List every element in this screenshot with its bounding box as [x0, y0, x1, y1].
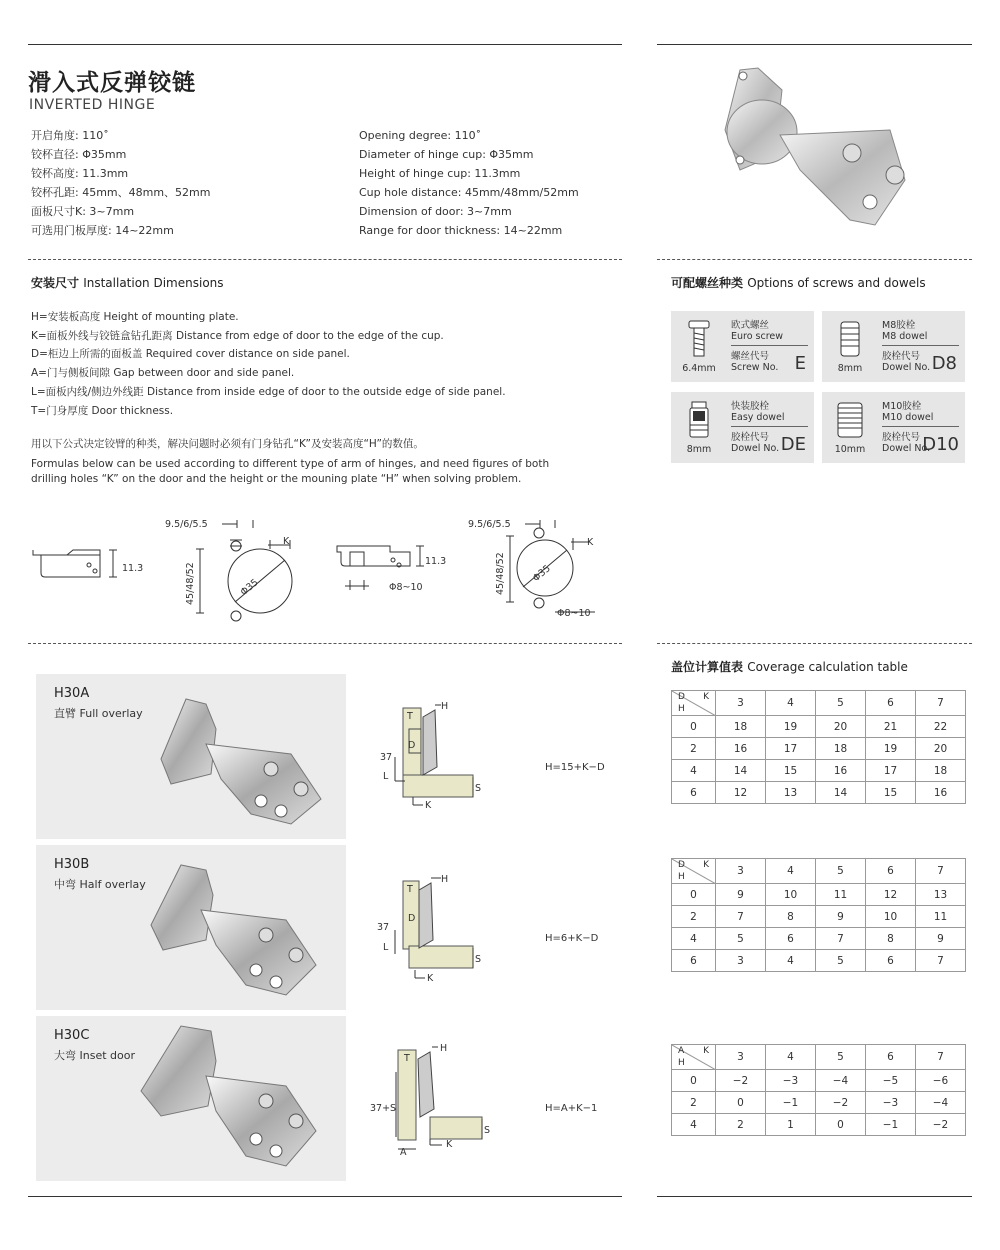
- spec-en: Diameter of hinge cup: Φ35mm: [359, 148, 534, 161]
- screw-code: D10: [922, 434, 959, 455]
- corner-top: A: [678, 1046, 685, 1056]
- label-t: T: [407, 711, 413, 722]
- specs-en: [359, 126, 579, 240]
- k-label: K: [283, 536, 290, 547]
- value-cell: 11: [816, 884, 866, 906]
- screw-no-cn: 螺丝代号: [731, 351, 770, 362]
- value-cell: 16: [716, 738, 766, 760]
- euro-screw-icon: [679, 318, 719, 360]
- value-cell: −4: [916, 1092, 966, 1114]
- top-rule-right: [657, 44, 972, 45]
- value-cell: 13: [916, 884, 966, 906]
- installation-drawings: [25, 510, 625, 630]
- screw-size: 6.4mm: [682, 363, 716, 374]
- screw-no: [731, 351, 778, 373]
- table-row: [672, 906, 966, 928]
- value-cell: 14: [716, 760, 766, 782]
- hinge-h30a-image: [151, 689, 331, 829]
- label-l: L: [383, 771, 389, 782]
- label-s: S: [484, 1125, 491, 1136]
- spec-cn: 开启角度: 110˚: [31, 129, 109, 142]
- table-row: [672, 928, 966, 950]
- screw-card-m10: [822, 392, 965, 463]
- card-divider: [731, 426, 808, 427]
- h-cell: 6: [672, 950, 716, 972]
- coverage-heading: [671, 658, 908, 675]
- h-cell: 0: [672, 716, 716, 738]
- divider: [28, 643, 622, 644]
- table-corner: [672, 691, 716, 716]
- screws-heading-en: Options of screws and dowels: [747, 276, 926, 290]
- value-cell: 20: [816, 716, 866, 738]
- screw-code: E: [794, 353, 806, 374]
- table-row: [672, 760, 966, 782]
- definition-item: T=门身厚度 Door thickness.: [31, 404, 174, 417]
- label-37s: 37+S: [370, 1103, 397, 1114]
- easy-dowel-icon: [679, 399, 719, 441]
- value-cell: −2: [816, 1092, 866, 1114]
- page-title-cn: 滑入式反弹铰链: [28, 70, 196, 96]
- value-cell: 18: [816, 738, 866, 760]
- screw-name-en: M8 dowel: [882, 331, 928, 342]
- corner-top: D: [678, 692, 685, 702]
- formula-note-en-line: Formulas below can be used according to different type of arm of hinges, and need figures of both: [31, 458, 550, 470]
- overlay-diagram-h30c: [368, 1037, 493, 1157]
- corner-k: K: [703, 692, 709, 702]
- cup-height-label-2: 11.3: [425, 556, 447, 567]
- page-title-en: INVERTED HINGE: [29, 97, 156, 113]
- table-row: [672, 738, 966, 760]
- spec-en: Dimension of door: 3~7mm: [359, 205, 512, 218]
- formula-h30b: H=6+K−D: [545, 933, 599, 944]
- hinge-h30c-image: [136, 1021, 336, 1176]
- corner-h: H: [678, 704, 685, 714]
- value-cell: −3: [866, 1092, 916, 1114]
- value-cell: 5: [816, 950, 866, 972]
- k-header: 5: [816, 691, 866, 716]
- spec-cn: 面板尺寸K: 3~7mm: [31, 205, 135, 218]
- label-k: K: [427, 973, 434, 984]
- k-header: 7: [916, 691, 966, 716]
- screws-heading: [671, 274, 926, 291]
- k-header: 7: [916, 1045, 966, 1070]
- value-cell: 12: [866, 884, 916, 906]
- specs-cn: [31, 126, 211, 240]
- value-cell: −2: [716, 1070, 766, 1092]
- value-cell: −1: [766, 1092, 816, 1114]
- value-cell: 12: [716, 782, 766, 804]
- value-cell: 19: [866, 738, 916, 760]
- hole-distance-label: 45/48/52: [185, 562, 196, 605]
- hinge-h30b-image: [141, 855, 331, 1005]
- k-header: 3: [716, 859, 766, 884]
- corner-k: K: [703, 860, 709, 870]
- model-name: H30C: [54, 1028, 90, 1043]
- definitions-list: [31, 308, 506, 420]
- label-h: H: [440, 1043, 448, 1054]
- label-k: K: [425, 800, 432, 811]
- corner-k: K: [703, 1046, 709, 1056]
- k-header: 6: [866, 1045, 916, 1070]
- k-header: 3: [716, 691, 766, 716]
- screws-heading-cn: 可配螺丝种类: [671, 276, 744, 290]
- screw-name-cn: M10胶栓: [882, 401, 922, 412]
- value-cell: 4: [766, 950, 816, 972]
- install-heading: [31, 274, 224, 291]
- k-header: 4: [766, 1045, 816, 1070]
- value-cell: 5: [716, 928, 766, 950]
- m10-dowel-icon: [830, 399, 870, 441]
- value-cell: 9: [816, 906, 866, 928]
- value-cell: 0: [716, 1092, 766, 1114]
- card-divider: [731, 345, 808, 346]
- formula-note-cn: 用以下公式决定铰臂的种类，解决问题时必须有门身钻孔“K”及安装高度“H”的数值。: [31, 438, 424, 450]
- definition-item: D=柜边上所需的面板盖 Required cover distance on side panel.: [31, 348, 350, 361]
- value-cell: 10: [766, 884, 816, 906]
- value-cell: −4: [816, 1070, 866, 1092]
- label-d: D: [408, 740, 416, 751]
- k-header: 6: [866, 691, 916, 716]
- value-cell: 7: [716, 906, 766, 928]
- spec-en: Range for door thickness: 14~22mm: [359, 224, 563, 237]
- screw-code: DE: [780, 434, 806, 455]
- table-row: [672, 1114, 966, 1136]
- spec-en: Cup hole distance: 45mm/48mm/52mm: [359, 186, 579, 199]
- label-s: S: [475, 783, 482, 794]
- label-t: T: [404, 1053, 410, 1064]
- model-name: H30B: [54, 857, 90, 872]
- value-cell: 13: [766, 782, 816, 804]
- corner-top: D: [678, 860, 685, 870]
- coverage-heading-cn: 盖位计算值表: [671, 660, 744, 674]
- screw-no-cn: 胶栓代号: [882, 351, 921, 362]
- value-cell: −6: [916, 1070, 966, 1092]
- k-header: 4: [766, 859, 816, 884]
- screw-no-en: Screw No.: [731, 362, 779, 373]
- definition-item: L=面板内线/侧边外线距 Distance from inside edge of door to the outside edge of side panel.: [31, 385, 506, 398]
- screw-name-cn: M8胶栓: [882, 320, 916, 331]
- value-cell: 10: [866, 906, 916, 928]
- value-cell: −2: [916, 1114, 966, 1136]
- k-header: 6: [866, 859, 916, 884]
- value-cell: 2: [716, 1114, 766, 1136]
- k-header: 5: [816, 1045, 866, 1070]
- value-cell: 9: [916, 928, 966, 950]
- screw-card-euro: [671, 311, 814, 382]
- coverage-table-h30c: [671, 1044, 966, 1136]
- value-cell: −5: [866, 1070, 916, 1092]
- value-cell: 6: [766, 928, 816, 950]
- model-panel-h30c: [36, 1016, 346, 1181]
- table-row: [672, 782, 966, 804]
- cup-height-label: 11.3: [122, 563, 144, 574]
- screw-size: 8mm: [837, 363, 863, 374]
- k-header: 7: [916, 859, 966, 884]
- offset-label: 9.5/6/5.5: [165, 519, 208, 530]
- label-l: L: [383, 942, 389, 953]
- formula-note-en: [31, 457, 549, 487]
- value-cell: 14: [816, 782, 866, 804]
- value-cell: 1: [766, 1114, 816, 1136]
- screw-no-cn: 胶栓代号: [731, 432, 770, 443]
- screw-name-en: M10 dowel: [882, 412, 934, 423]
- value-cell: 8: [866, 928, 916, 950]
- value-cell: 18: [916, 760, 966, 782]
- screw-name: [882, 401, 933, 423]
- label-d: D: [408, 913, 416, 924]
- spec-cn: 可选用门板厚度: 14~22mm: [31, 224, 174, 237]
- table-row: [672, 716, 966, 738]
- table-row: [672, 884, 966, 906]
- hinge-product-image: [700, 60, 940, 235]
- coverage-heading-en: Coverage calculation table: [747, 660, 908, 674]
- value-cell: 3: [716, 950, 766, 972]
- dowel-dia-label-2: Φ8~10: [557, 608, 591, 619]
- value-cell: 6: [866, 950, 916, 972]
- screw-name: [882, 320, 927, 342]
- value-cell: 15: [766, 760, 816, 782]
- h-cell: 6: [672, 782, 716, 804]
- screw-name: [731, 320, 783, 342]
- label-37: 37: [380, 752, 393, 763]
- h-cell: 2: [672, 906, 716, 928]
- label-t: T: [407, 884, 413, 895]
- label-h: H: [441, 701, 449, 712]
- screw-no-en: Dowel No.: [882, 443, 931, 454]
- value-cell: 17: [866, 760, 916, 782]
- spec-cn: 铰杯高度: 11.3mm: [31, 167, 129, 180]
- value-cell: 18: [716, 716, 766, 738]
- value-cell: 15: [866, 782, 916, 804]
- definition-item: A=门与侧板间隙 Gap between door and side panel.: [31, 367, 295, 380]
- model-panel-h30a: [36, 674, 346, 839]
- dowel-dia-label: Φ8~10: [389, 582, 423, 593]
- screw-no: [731, 432, 779, 454]
- diameter-label-2: Φ35: [530, 563, 553, 585]
- h-cell: 2: [672, 1092, 716, 1114]
- offset-label-2: 9.5/6/5.5: [468, 519, 511, 530]
- definition-item: K=面板外线与铰链盒钻孔距离 Distance from edge of door to the edge of the cup.: [31, 329, 444, 342]
- h-cell: 2: [672, 738, 716, 760]
- model-type: 直臂 Full overlay: [54, 707, 143, 720]
- table-row: [672, 1092, 966, 1114]
- table-corner: [672, 1045, 716, 1070]
- corner-h: H: [678, 872, 685, 882]
- hole-distance-label-2: 45/48/52: [495, 552, 506, 595]
- table-row: [672, 950, 966, 972]
- screw-name-en: Euro screw: [731, 331, 784, 342]
- screw-no-cn: 胶栓代号: [882, 432, 921, 443]
- label-a: A: [400, 1147, 407, 1157]
- table-row: [672, 1070, 966, 1092]
- card-divider: [882, 426, 959, 427]
- screw-no: [882, 351, 930, 373]
- table-corner: [672, 859, 716, 884]
- card-divider: [882, 345, 959, 346]
- screw-no-en: Dowel No.: [882, 362, 931, 373]
- divider: [28, 259, 622, 260]
- model-type: 中弯 Half overlay: [54, 878, 146, 891]
- screw-name: [731, 401, 785, 423]
- screw-size: 10mm: [834, 444, 866, 455]
- value-cell: 7: [816, 928, 866, 950]
- spec-en: Opening degree: 110˚: [359, 129, 482, 142]
- label-37: 37: [377, 922, 390, 933]
- screw-name-cn: 欧式螺丝: [731, 320, 770, 331]
- value-cell: 16: [816, 760, 866, 782]
- bottom-rule-right: [657, 1196, 972, 1197]
- divider: [657, 643, 972, 644]
- value-cell: 11: [916, 906, 966, 928]
- spec-cn: 铰杯孔距: 45mm、48mm、52mm: [31, 186, 211, 199]
- value-cell: −1: [866, 1114, 916, 1136]
- value-cell: 0: [816, 1114, 866, 1136]
- h-cell: 4: [672, 1114, 716, 1136]
- install-heading-en: Installation Dimensions: [83, 276, 224, 290]
- bottom-rule-left: [28, 1196, 622, 1197]
- screw-name-cn: 快装胶栓: [731, 401, 770, 412]
- value-cell: 21: [866, 716, 916, 738]
- h-cell: 0: [672, 884, 716, 906]
- value-cell: 8: [766, 906, 816, 928]
- value-cell: 7: [916, 950, 966, 972]
- corner-h: H: [678, 1058, 685, 1068]
- model-type: 大弯 Inset door: [54, 1049, 135, 1062]
- value-cell: 16: [916, 782, 966, 804]
- install-heading-cn: 安装尺寸: [31, 276, 80, 290]
- formula-note-en-line: drilling holes “K” on the door and the height or the mouning plate “H” when solving problem.: [31, 473, 522, 485]
- value-cell: 22: [916, 716, 966, 738]
- diameter-label: Φ35: [238, 577, 261, 599]
- screw-card-easy: [671, 392, 814, 463]
- value-cell: 19: [766, 716, 816, 738]
- spec-cn: 铰杯直径: Φ35mm: [31, 148, 127, 161]
- spec-en: Height of hinge cup: 11.3mm: [359, 167, 521, 180]
- m8-dowel-icon: [830, 318, 870, 360]
- k-header: 3: [716, 1045, 766, 1070]
- screw-no-en: Dowel No.: [731, 443, 780, 454]
- coverage-table-h30a: [671, 690, 966, 804]
- screw-size: 8mm: [686, 444, 712, 455]
- k-label-2: K: [587, 537, 594, 548]
- screw-card-m8: [822, 311, 965, 382]
- screw-code: D8: [931, 353, 957, 374]
- divider: [657, 259, 972, 260]
- value-cell: 20: [916, 738, 966, 760]
- formula-h30a: H=15+K−D: [545, 762, 605, 773]
- value-cell: −3: [766, 1070, 816, 1092]
- value-cell: 9: [716, 884, 766, 906]
- model-panel-h30b: [36, 845, 346, 1010]
- model-name: H30A: [54, 686, 90, 701]
- overlay-diagram-h30a: [375, 695, 485, 815]
- h-cell: 0: [672, 1070, 716, 1092]
- definition-item: H=安装板高度 Height of mounting plate.: [31, 311, 239, 323]
- value-cell: 17: [766, 738, 816, 760]
- label-s: S: [475, 954, 482, 965]
- label-k: K: [446, 1139, 453, 1150]
- screw-name-en: Easy dowel: [731, 412, 785, 423]
- label-h: H: [441, 874, 449, 885]
- h-cell: 4: [672, 760, 716, 782]
- k-header: 4: [766, 691, 816, 716]
- overlay-diagram-h30b: [375, 868, 485, 988]
- k-header: 5: [816, 859, 866, 884]
- top-rule-left: [28, 44, 622, 45]
- h-cell: 4: [672, 928, 716, 950]
- formula-h30c: H=A+K−1: [545, 1103, 598, 1114]
- coverage-table-h30b: [671, 858, 966, 972]
